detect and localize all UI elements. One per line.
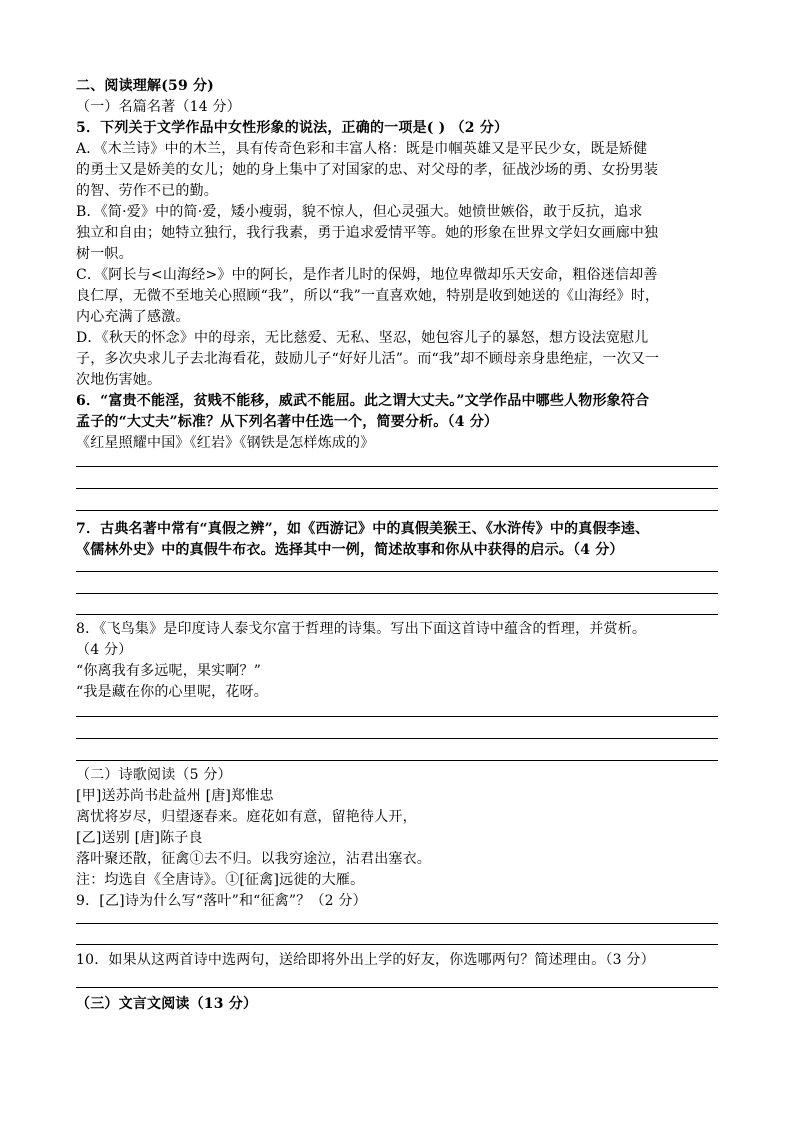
q8-stem-line2: （4 分） (76, 642, 133, 658)
q9-answer-line-2[interactable] (76, 944, 718, 945)
q5-option-b-line3: 树一帜。 (76, 246, 133, 262)
q5-option-b-line1: B．《简·爱》中的简·爱，矮小瘦弱，貌不惊人，但心灵强大。她愤世嫉俗，敢于反抗，追求 (76, 204, 643, 220)
q6-stem-line1: 6．“富贵不能淫，贫贱不能移，威武不能屈。此之谓大丈夫。”文学作品中哪些人物形象符合 (76, 393, 650, 409)
q9-answer-line-1[interactable] (76, 923, 718, 924)
poem-a-text: 离忧将岁尽，归望逐春来。庭花如有意，留艳待人开， (76, 809, 417, 825)
q6-answer-line-1[interactable] (76, 466, 718, 467)
q7-stem-line2: 《儒林外史》中的真假牛布衣。选择其中一例，简述故事和你从中获得的启示。（4 分） (76, 542, 624, 558)
q8-answer-line-1[interactable] (76, 716, 718, 717)
section-title: 二、阅读理解(59 分) (76, 78, 215, 94)
part3-heading: （三）文言文阅读（13 分） (76, 996, 258, 1012)
q5-option-d-line1: D．《秋天的怀念》中的母亲，无比慈爱、无私、坚忍，她包容儿子的暴怒，想方设法宽慰儿 (76, 330, 649, 346)
q5-option-d-line2: 子，多次央求儿子去北海看花，鼓励儿子“好好儿活”。而“我”却不顾母亲身患绝症，一次又一 (76, 351, 660, 367)
q5-option-a-line3: 的智、劳作不已的勤。 (76, 183, 218, 199)
q6-answer-line-3[interactable] (76, 510, 718, 511)
q7-answer-line-2[interactable] (76, 593, 718, 594)
poem-a-title: [甲]送苏尚书赴益州 [唐]郑惟忠 (76, 788, 274, 804)
q7-stem-line1: 7．古典名著中常有“真假之辨”，如《西游记》中的真假美猴王、《水浒传》中的真假李逵、 (76, 521, 650, 537)
q7-answer-line-1[interactable] (76, 571, 718, 572)
q8-stem-line1: 8．《飞鸟集》是印度诗人泰戈尔富于哲理的诗集。写出下面这首诗中蕴含的哲理，并赏析。 (76, 621, 647, 637)
part1-heading: （一）名篇名著（14 分） (76, 99, 241, 115)
q5-option-b-line2: 独立和自由；她特立独行，我行我素，勇于追求爱情平等。她的形象在世界文学妇女画廊中独 (76, 225, 659, 241)
q8-answer-line-2[interactable] (76, 738, 718, 739)
q9-stem: 9．[乙]诗为什么写“落叶”和“征禽”？（2 分） (76, 893, 367, 909)
part2-heading: （二）诗歌阅读（5 分） (76, 767, 232, 783)
q8-poem-line2: “我是藏在你的心里呢，花呀。 (76, 684, 268, 700)
q7-answer-line-3[interactable] (76, 614, 718, 615)
poem-b-text: 落叶聚还散，征禽①去不归。以我穷途泣，沾君出塞衣。 (76, 851, 431, 867)
poem-b-title: [乙]送别 [唐]陈子良 (76, 830, 203, 846)
q5-option-c-line3: 内心充满了感激。 (76, 309, 190, 325)
q5-option-a-line2: 的勇士又是娇美的女儿；她的身上集中了对国家的忠、对父母的孝，征战沙场的勇、女扮男装 (76, 162, 659, 178)
q5-option-c-line1: C．《阿长与<山海经>》中的阿长，是作者儿时的保姆，地位卑微却乐天安命，粗俗迷信却善 (76, 267, 658, 283)
q6-answer-line-2[interactable] (76, 488, 718, 489)
poem-note: 注：均选自《全唐诗》。①[征禽]远徙的大雁。 (76, 872, 365, 888)
q6-book-list: 《红星照耀中国》《红岩》《钢铁是怎样炼成的》 (76, 435, 375, 451)
q6-stem-line2: 孟子的“大丈夫”标准？从下列名著中任选一个，简要分析。（4 分） (76, 414, 499, 430)
q5-stem: 5．下列关于文学作品中女性形象的说法，正确的一项是( ) （2 分） (76, 120, 509, 136)
q5-option-c-line2: 良仁厚，无微不至地关心照顾“我”，所以“我”一直喜欢她，特别是收到她送的《山海经》时， (76, 288, 660, 304)
q5-option-a-line1: A．《木兰诗》中的木兰，具有传奇色彩和丰富人格：既是巾帼英雄又是平民少女，既是矫健 (76, 141, 648, 157)
q10-answer-line-1[interactable] (76, 987, 718, 988)
q5-option-d-line3: 次地伤害她。 (76, 372, 162, 388)
q10-stem: 10．如果从这两首诗中选两句，送给即将外出上学的好友，你选哪两句？简述理由。（3 分） (76, 952, 655, 968)
q8-poem-line1: “你离我有多远呢，果实啊？” (76, 663, 262, 679)
q8-answer-line-3[interactable] (76, 760, 718, 761)
